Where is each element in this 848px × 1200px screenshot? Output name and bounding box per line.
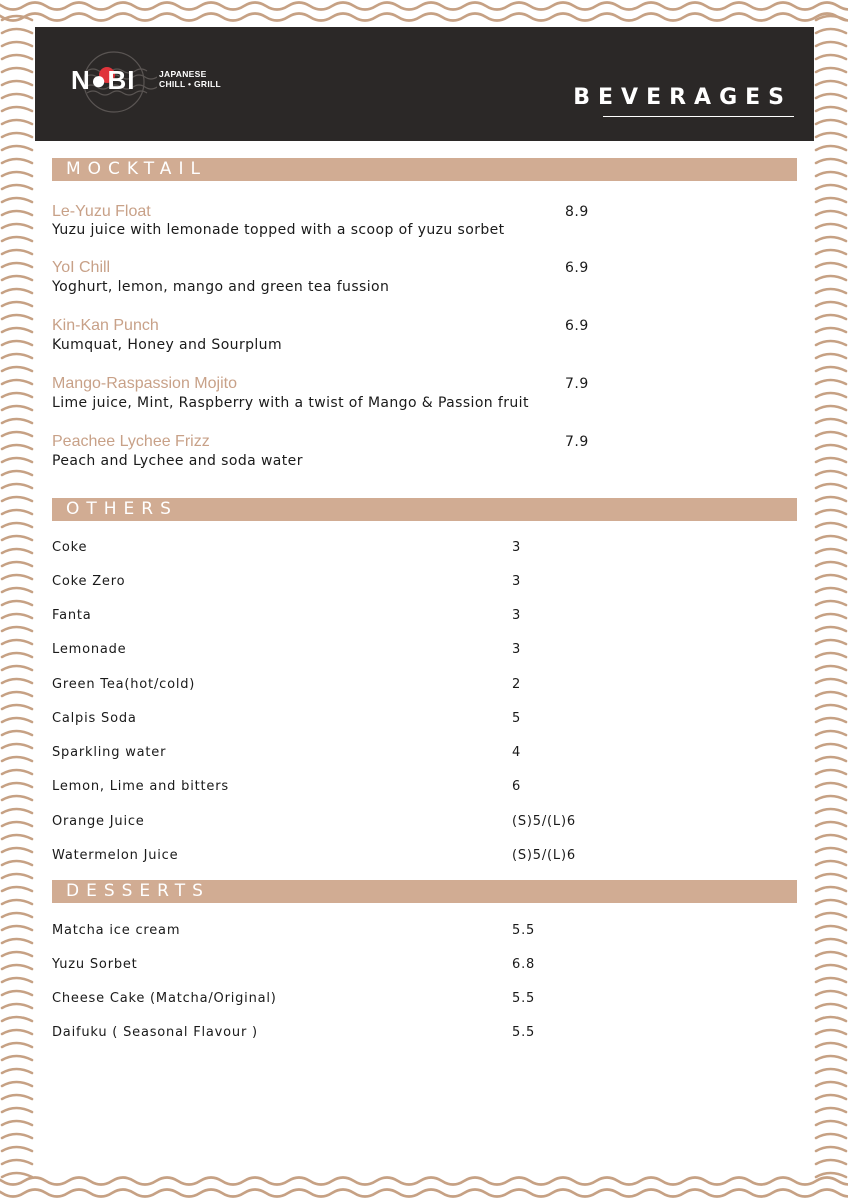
- wave-line: [2, 614, 32, 618]
- wave-line: [2, 900, 32, 904]
- wave-line: [2, 185, 32, 189]
- wave-line: [2, 757, 32, 761]
- wave-line: [2, 315, 32, 319]
- wave-line: [816, 263, 846, 267]
- wave-line: [816, 1004, 846, 1008]
- wave-line: [2, 1069, 32, 1073]
- wave-line: [816, 380, 846, 384]
- wave-line: [816, 640, 846, 644]
- wave-line: [2, 718, 32, 722]
- wave-line: [2, 94, 32, 98]
- wave-line: [2, 393, 32, 397]
- wave-line: [816, 848, 846, 852]
- wave-line: [816, 81, 846, 85]
- wave-line: [2, 744, 32, 748]
- dessert-item-name: Yuzu Sorbet: [52, 957, 138, 972]
- wave-line: [2, 224, 32, 228]
- mocktail-item-price: 6.9: [565, 318, 589, 334]
- wave-line: [816, 1147, 846, 1151]
- wave-line: [816, 445, 846, 449]
- wave-line: [816, 1056, 846, 1060]
- wave-line: [2, 250, 32, 254]
- wave-line: [2, 913, 32, 917]
- section-title: MOCKTAIL: [66, 159, 207, 179]
- others-item-name: Sparkling water: [52, 745, 167, 760]
- others-item-price: 3: [512, 540, 522, 555]
- wave-line: [816, 757, 846, 761]
- wave-line: [2, 68, 32, 72]
- wave-line: [816, 29, 846, 33]
- wave-line: [2, 1121, 32, 1125]
- wave-line: [816, 900, 846, 904]
- wave-line: [816, 367, 846, 371]
- wave-line: [2, 991, 32, 995]
- wave-line: [2, 692, 32, 696]
- others-item-name: Watermelon Juice: [52, 848, 179, 863]
- wave-line: [816, 432, 846, 436]
- wave-line: [2, 341, 32, 345]
- wave-line: [816, 1121, 846, 1125]
- wave-line: [0, 14, 848, 21]
- wave-line: [2, 848, 32, 852]
- dessert-item-name: Matcha ice cream: [52, 923, 181, 938]
- others-item-price: 3: [512, 608, 522, 623]
- wave-line: [816, 393, 846, 397]
- wave-line: [816, 1095, 846, 1099]
- wave-line: [816, 601, 846, 605]
- wave-line: [816, 1082, 846, 1086]
- wave-line: [2, 1147, 32, 1151]
- wave-line: [816, 1030, 846, 1034]
- dessert-item-price: 5.5: [512, 1025, 536, 1040]
- wave-line: [2, 679, 32, 683]
- wave-line: [2, 926, 32, 930]
- wave-line: [2, 159, 32, 163]
- mocktail-item-price: 8.9: [565, 204, 589, 220]
- wave-line: [2, 861, 32, 865]
- wave-line: [816, 211, 846, 215]
- wave-line: [2, 302, 32, 306]
- wave-line: [816, 302, 846, 306]
- wave-line: [816, 666, 846, 670]
- wave-line: [2, 965, 32, 969]
- wave-line: [816, 16, 846, 20]
- dessert-item-price: 5.5: [512, 923, 536, 938]
- wave-line: [2, 939, 32, 943]
- wave-line: [2, 419, 32, 423]
- wave-line: [2, 1030, 32, 1034]
- wave-line: [2, 497, 32, 501]
- title-underline: [603, 116, 794, 117]
- wave-line: [2, 471, 32, 475]
- wave-line: [2, 1160, 32, 1164]
- tagline-line-2: CHILL • GRILL: [159, 79, 221, 89]
- wave-line: [816, 419, 846, 423]
- wave-line: [2, 536, 32, 540]
- others-item-name: Lemon, Lime and bitters: [52, 779, 229, 794]
- wave-line: [816, 874, 846, 878]
- wave-line: [0, 1190, 848, 1197]
- wave-line: [2, 42, 32, 46]
- others-item-name: Green Tea(hot/cold): [52, 677, 196, 692]
- wave-line: [816, 250, 846, 254]
- wave-line: [2, 133, 32, 137]
- wave-line: [816, 718, 846, 722]
- wave-line: [2, 172, 32, 176]
- wave-line: [816, 172, 846, 176]
- wave-line: [816, 952, 846, 956]
- dessert-item-name: Daifuku ( Seasonal Flavour ): [52, 1025, 258, 1040]
- wave-line: [816, 107, 846, 111]
- dessert-item-name: Cheese Cake (Matcha/Original): [52, 991, 277, 1006]
- section-header-mocktail: [52, 158, 797, 181]
- wave-line: [816, 913, 846, 917]
- wave-line: [2, 887, 32, 891]
- wave-line: [816, 1043, 846, 1047]
- wave-line: [0, 3, 848, 10]
- wave-line: [816, 575, 846, 579]
- wave-line: [816, 1173, 846, 1177]
- wave-line: [2, 822, 32, 826]
- wave-line: [816, 120, 846, 124]
- wave-line: [816, 523, 846, 527]
- wave-line: [816, 42, 846, 46]
- mocktail-item-name: Le-Yuzu Float: [52, 203, 151, 220]
- others-item-price: 6: [512, 779, 522, 794]
- dessert-item-price: 6.8: [512, 957, 536, 972]
- nobi-logo: [71, 47, 221, 117]
- wave-line: [816, 835, 846, 839]
- wave-line: [2, 575, 32, 579]
- wave-line: [2, 640, 32, 644]
- wave-line: [2, 796, 32, 800]
- wave-line: [816, 289, 846, 293]
- wave-line: [816, 965, 846, 969]
- others-item-price: 4: [512, 745, 522, 760]
- mocktail-item-description: Peach and Lychee and soda water: [52, 453, 303, 469]
- wave-line: [816, 237, 846, 241]
- wave-line: [2, 276, 32, 280]
- wave-line: [816, 770, 846, 774]
- wave-line: [816, 354, 846, 358]
- wave-line: [816, 627, 846, 631]
- others-item-price: 3: [512, 642, 522, 657]
- tagline-line-1: JAPANESE: [159, 69, 207, 79]
- mocktail-item-description: Kumquat, Honey and Sourplum: [52, 337, 282, 353]
- wave-line: [816, 497, 846, 501]
- wave-line: [2, 1056, 32, 1060]
- brand-name: N●BI: [71, 65, 136, 95]
- others-item-price: 5: [512, 711, 522, 726]
- wave-line: [816, 406, 846, 410]
- wave-line: [816, 224, 846, 228]
- wave-line: [2, 328, 32, 332]
- section-title: DESSERTS: [66, 881, 210, 901]
- mocktail-item-name: YoI Chill: [52, 259, 111, 276]
- wave-line: [816, 731, 846, 735]
- wave-line: [2, 289, 32, 293]
- wave-line: [2, 549, 32, 553]
- wave-line: [816, 146, 846, 150]
- others-item-name: Coke: [52, 540, 88, 555]
- wave-line: [2, 432, 32, 436]
- wave-line: [816, 341, 846, 345]
- wave-line: [2, 783, 32, 787]
- wave-line: [2, 666, 32, 670]
- wave-line: [2, 1082, 32, 1086]
- wave-line: [2, 380, 32, 384]
- mocktail-item-price: 7.9: [565, 376, 589, 392]
- wave-line: [816, 978, 846, 982]
- wave-line: [2, 874, 32, 878]
- wave-line: [2, 1173, 32, 1177]
- wave-line: [816, 159, 846, 163]
- wave-line: [2, 731, 32, 735]
- wave-line: [816, 653, 846, 657]
- wave-line: [816, 744, 846, 748]
- wave-line: [2, 198, 32, 202]
- wave-line: [816, 315, 846, 319]
- wave-line: [816, 705, 846, 709]
- wave-line: [816, 1069, 846, 1073]
- mocktail-item-name: Peachee Lychee Frizz: [52, 433, 210, 450]
- wave-line: [2, 29, 32, 33]
- wave-line: [2, 627, 32, 631]
- wave-line: [816, 796, 846, 800]
- wave-line: [816, 939, 846, 943]
- wave-line: [2, 211, 32, 215]
- others-item-price: (S)5/(L)6: [512, 814, 576, 829]
- wave-line: [2, 809, 32, 813]
- wave-line: [816, 510, 846, 514]
- wave-line: [2, 120, 32, 124]
- wave-line: [2, 562, 32, 566]
- wave-line: [2, 1108, 32, 1112]
- wave-line: [816, 276, 846, 280]
- wave-line: [816, 562, 846, 566]
- wave-line: [2, 146, 32, 150]
- page-title: BEVERAGES: [573, 85, 792, 110]
- wave-line: [816, 926, 846, 930]
- wave-line: [816, 1108, 846, 1112]
- wave-line: [2, 952, 32, 956]
- dessert-item-price: 5.5: [512, 991, 536, 1006]
- wave-line: [2, 978, 32, 982]
- wave-line: [2, 1095, 32, 1099]
- wave-line: [2, 588, 32, 592]
- wave-line: [816, 328, 846, 332]
- wave-line: [816, 783, 846, 787]
- wave-line: [2, 653, 32, 657]
- section-header-desserts: [52, 880, 797, 903]
- wave-line: [816, 68, 846, 72]
- wave-line: [2, 1134, 32, 1138]
- section-header-others: [52, 498, 797, 521]
- wave-line: [2, 705, 32, 709]
- wave-line: [2, 1043, 32, 1047]
- wave-line: [816, 458, 846, 462]
- wave-line: [816, 614, 846, 618]
- menu-header: [35, 27, 814, 141]
- wave-line: [2, 445, 32, 449]
- wave-line: [2, 523, 32, 527]
- brand-tagline: [159, 69, 223, 89]
- others-item-name: Fanta: [52, 608, 92, 623]
- section-title: OTHERS: [66, 499, 178, 519]
- wave-line: [816, 679, 846, 683]
- others-item-name: Orange Juice: [52, 814, 145, 829]
- wave-line: [816, 692, 846, 696]
- mocktail-item-description: Yoghurt, lemon, mango and green tea fussion: [52, 279, 390, 295]
- wave-line: [816, 887, 846, 891]
- wave-line: [2, 1017, 32, 1021]
- wave-line: [2, 484, 32, 488]
- others-item-name: Calpis Soda: [52, 711, 137, 726]
- wave-line: [816, 1017, 846, 1021]
- wave-line: [816, 1134, 846, 1138]
- wave-line: [2, 81, 32, 85]
- others-item-price: (S)5/(L)6: [512, 848, 576, 863]
- wave-line: [816, 484, 846, 488]
- wave-line: [2, 835, 32, 839]
- others-item-price: 3: [512, 574, 522, 589]
- wave-line: [816, 1160, 846, 1164]
- wave-line: [2, 770, 32, 774]
- others-item-name: Coke Zero: [52, 574, 126, 589]
- wave-line: [0, 1178, 848, 1185]
- mocktail-item-description: Yuzu juice with lemonade topped with a scoop of yuzu sorbet: [52, 222, 505, 238]
- wave-line: [2, 1004, 32, 1008]
- wave-line: [2, 367, 32, 371]
- wave-line: [816, 185, 846, 189]
- others-item-name: Lemonade: [52, 642, 127, 657]
- wave-line: [2, 354, 32, 358]
- wave-line: [816, 94, 846, 98]
- mocktail-item-description: Lime juice, Mint, Raspberry with a twist of Mango & Passion fruit: [52, 395, 529, 411]
- wave-line: [816, 822, 846, 826]
- wave-line: [816, 549, 846, 553]
- wave-line: [2, 406, 32, 410]
- wave-line: [816, 55, 846, 59]
- wave-line: [2, 458, 32, 462]
- mocktail-item-name: Mango-Raspassion Mojito: [52, 375, 237, 392]
- wave-line: [816, 809, 846, 813]
- wave-line: [2, 510, 32, 514]
- wave-line: [2, 263, 32, 267]
- wave-line: [816, 991, 846, 995]
- wave-line: [2, 107, 32, 111]
- wave-line: [2, 601, 32, 605]
- wave-line: [816, 198, 846, 202]
- others-item-price: 2: [512, 677, 522, 692]
- wave-line: [2, 237, 32, 241]
- wave-line: [816, 588, 846, 592]
- wave-line: [2, 55, 32, 59]
- wave-line: [816, 536, 846, 540]
- wave-line: [816, 133, 846, 137]
- mocktail-item-name: Kin-Kan Punch: [52, 317, 159, 334]
- wave-line: [816, 861, 846, 865]
- mocktail-item-price: 7.9: [565, 434, 589, 450]
- wave-line: [816, 471, 846, 475]
- mocktail-item-price: 6.9: [565, 260, 589, 276]
